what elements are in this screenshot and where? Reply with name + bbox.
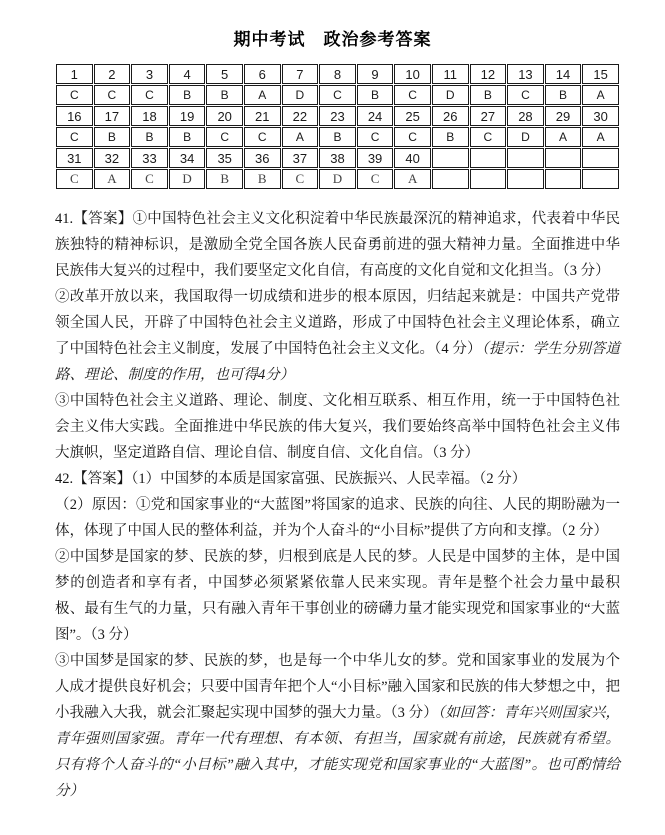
- question-number-cell: 25: [394, 106, 431, 126]
- question-number-cell: 17: [94, 106, 131, 126]
- answer-paragraph: [55, 544, 620, 648]
- answer-letter-cell: C: [244, 127, 281, 147]
- question-number-row: [56, 106, 619, 126]
- answer-letter-cell: A: [244, 85, 281, 105]
- question-number-cell: 35: [206, 148, 243, 168]
- question-number-cell: 39: [357, 148, 394, 168]
- question-number-cell: 28: [507, 106, 544, 126]
- answer-letter-row: [56, 85, 619, 105]
- answer-run-text: ③中国梦是国家的梦、民族的梦，也是每一个中华儿女的梦。党和国家事业的发展为个人成才提供良好机会；只要中国青年把个人“小目标”融入国家和民族的伟大梦想之中，把小我融入大我，就会汇聚起实现中国梦的强大力量。（3 分）: [55, 653, 620, 721]
- empty-cell: [582, 169, 619, 189]
- answer-letter-cell: B: [357, 85, 394, 105]
- answer-letter-cell: B: [169, 127, 206, 147]
- question-number-cell: 36: [244, 148, 281, 168]
- answer-letter-cell: B: [244, 169, 281, 189]
- answer-letter-cell: A: [394, 169, 431, 189]
- question-number-cell: 2: [94, 64, 131, 84]
- question-number-cell: 23: [319, 106, 356, 126]
- answer-letter-cell: C: [507, 85, 544, 105]
- answer-run-text: ②改革开放以来，我国取得一切成绩和进步的根本原因，归结起来就是：中国共产党带领全国人民，开辟了中国特色社会主义道路，形成了中国特色社会主义理论体系，确立了中国特色社会主义制度，发展了中国特色社会主义文化。（4 分）: [55, 289, 620, 357]
- answer-paragraph: [55, 648, 620, 804]
- grading-note-text: （提示：学生分别答道路、理论、制度的作用，也可得4分）: [55, 341, 621, 383]
- answer-letter-cell: D: [169, 169, 206, 189]
- question-number-cell: 24: [357, 106, 394, 126]
- answer-letter-cell: A: [582, 127, 619, 147]
- empty-cell: [545, 148, 582, 168]
- question-number-cell: 30: [582, 106, 619, 126]
- empty-cell: [432, 169, 469, 189]
- question-number-cell: 20: [206, 106, 243, 126]
- answer-text-section: [55, 206, 620, 804]
- empty-cell: [582, 148, 619, 168]
- question-number-row: [56, 64, 619, 84]
- empty-cell: [545, 169, 582, 189]
- answer-paragraph: [55, 206, 620, 284]
- answer-letter-cell: A: [582, 85, 619, 105]
- answer-table-body: [56, 64, 619, 189]
- answer-run-text: 42.【答案】（1）中国梦的本质是国家富强、民族振兴、人民幸福。（2 分）: [55, 471, 527, 487]
- question-number-cell: 4: [169, 64, 206, 84]
- answer-letter-cell: B: [432, 127, 469, 147]
- question-number-cell: 19: [169, 106, 206, 126]
- empty-cell: [470, 169, 507, 189]
- answer-letter-row: [56, 127, 619, 147]
- answer-letter-cell: D: [432, 85, 469, 105]
- answer-letter-cell: A: [545, 127, 582, 147]
- answer-letter-cell: C: [206, 127, 243, 147]
- answer-letter-cell: B: [319, 127, 356, 147]
- answer-letter-cell: B: [206, 85, 243, 105]
- empty-cell: [470, 148, 507, 168]
- answer-letter-row: [56, 169, 619, 189]
- question-number-cell: 5: [206, 64, 243, 84]
- answer-run-text: （2）原因：①党和国家事业的“大蓝图”将国家的追求、民族的向往、人民的期盼融为一体，体现了中国人民的整体利益，并为个人奋斗的“小目标”提供了方向和支撑。（2 分）: [55, 497, 620, 539]
- answer-paragraph: [55, 284, 620, 388]
- answer-letter-cell: C: [56, 127, 93, 147]
- question-number-row: [56, 148, 619, 168]
- answer-letter-cell: C: [282, 169, 319, 189]
- question-number-cell: 31: [56, 148, 93, 168]
- answer-letter-cell: B: [206, 169, 243, 189]
- answer-table: [55, 63, 620, 190]
- answer-letter-cell: B: [545, 85, 582, 105]
- answer-letter-cell: C: [131, 85, 168, 105]
- grading-note-text: （如回答：青年兴则国家兴，青年强则国家强。青年一代有理想、有本领、有担当，国家就有前途，民族就有希望。只有将个人奋斗的“小目标”融入其中，才能实现党和国家事业的“大蓝图”。也可酌情给分）: [55, 705, 621, 799]
- question-number-cell: 1: [56, 64, 93, 84]
- question-number-cell: 34: [169, 148, 206, 168]
- answer-letter-cell: C: [394, 127, 431, 147]
- question-number-cell: 37: [282, 148, 319, 168]
- empty-cell: [507, 169, 544, 189]
- question-number-cell: 22: [282, 106, 319, 126]
- empty-cell: [432, 148, 469, 168]
- question-number-cell: 7: [282, 64, 319, 84]
- question-number-cell: 10: [394, 64, 431, 84]
- answer-letter-cell: D: [282, 85, 319, 105]
- page-title: 期中考试 政治参考答案: [233, 30, 432, 49]
- question-number-cell: 27: [470, 106, 507, 126]
- answer-letter-cell: D: [507, 127, 544, 147]
- answer-letter-cell: B: [169, 85, 206, 105]
- answer-letter-cell: C: [319, 85, 356, 105]
- question-number-cell: 9: [357, 64, 394, 84]
- answer-letter-cell: C: [394, 85, 431, 105]
- question-number-cell: 32: [94, 148, 131, 168]
- question-number-cell: 14: [545, 64, 582, 84]
- question-number-cell: 33: [131, 148, 168, 168]
- question-number-cell: 12: [470, 64, 507, 84]
- question-number-cell: 15: [582, 64, 619, 84]
- question-number-cell: 26: [432, 106, 469, 126]
- question-number-cell: 29: [545, 106, 582, 126]
- answer-run-text: 41.【答案】①中国特色社会主义文化积淀着中华民族最深沉的精神追求，代表着中华民族独特的精神标识，是激励全党全国各族人民奋勇前进的强大精神力量。全面推进中华民族伟大复兴的过程中，我们要坚定文化自信，有高度的文化自觉和文化担当。（3 分）: [55, 211, 620, 279]
- answer-letter-cell: A: [282, 127, 319, 147]
- question-number-cell: 3: [131, 64, 168, 84]
- answer-run-text: ②中国梦是国家的梦、民族的梦，归根到底是人民的梦。人民是中国梦的主体，是中国梦的创造者和享有者，中国梦必须紧紧依靠人民来实现。青年是整个社会力量中最积极、最有生气的力量，只有融入青年干事创业的磅礴力量才能实现党和国家事业的“大蓝图”。（3 分）: [55, 549, 620, 643]
- answer-letter-cell: D: [319, 169, 356, 189]
- answer-paragraph: [55, 492, 620, 544]
- question-number-cell: 11: [432, 64, 469, 84]
- answer-letter-cell: C: [470, 127, 507, 147]
- answer-letter-cell: B: [94, 127, 131, 147]
- answer-letter-cell: C: [131, 169, 168, 189]
- answer-letter-cell: C: [94, 85, 131, 105]
- question-number-cell: 6: [244, 64, 281, 84]
- answer-paragraph: [55, 388, 620, 466]
- question-number-cell: 21: [244, 106, 281, 126]
- answer-letter-cell: C: [56, 169, 93, 189]
- question-number-cell: 13: [507, 64, 544, 84]
- empty-cell: [507, 148, 544, 168]
- answer-letter-cell: A: [94, 169, 131, 189]
- answer-letter-cell: B: [470, 85, 507, 105]
- question-number-cell: 18: [131, 106, 168, 126]
- answer-paragraph: [55, 466, 620, 492]
- question-number-cell: 8: [319, 64, 356, 84]
- answer-letter-cell: B: [131, 127, 168, 147]
- question-number-cell: 16: [56, 106, 93, 126]
- answer-letter-cell: C: [56, 85, 93, 105]
- answer-run-text: ③中国特色社会主义道路、理论、制度、文化相互联系、相互作用，统一于中国特色社会主义伟大实践。全面推进中华民族的伟大复兴，我们要始终高举中国特色社会主义伟大旗帜，坚定道路自信、理论自信、制度自信、文化自信。（3 分）: [55, 393, 620, 461]
- answer-letter-cell: C: [357, 127, 394, 147]
- question-number-cell: 40: [394, 148, 431, 168]
- question-number-cell: 38: [319, 148, 356, 168]
- answer-letter-cell: C: [357, 169, 394, 189]
